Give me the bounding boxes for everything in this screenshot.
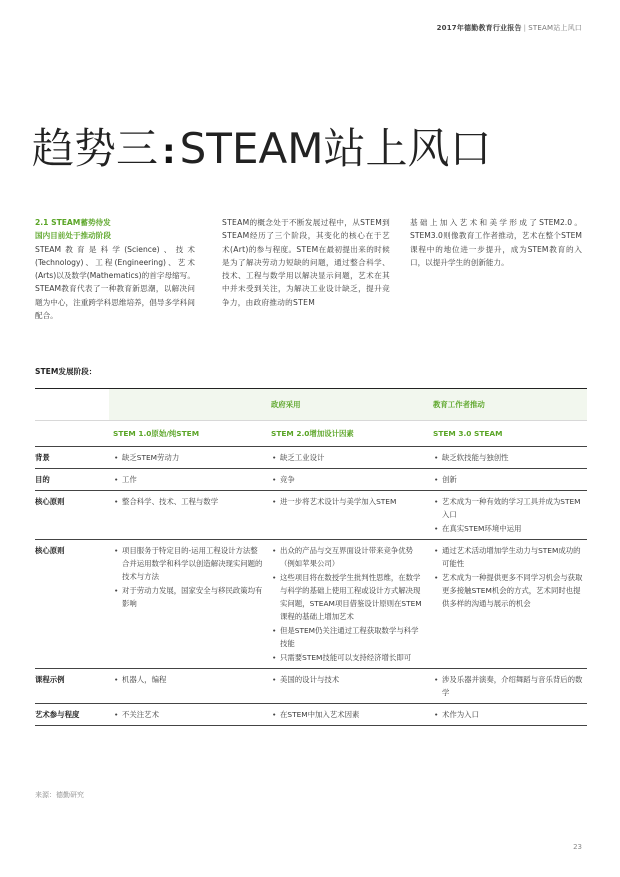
table-cell bbox=[109, 491, 267, 540]
intro-column-1 bbox=[35, 216, 195, 322]
intro-column-3 bbox=[410, 216, 582, 269]
table-cell bbox=[267, 540, 429, 669]
bullet-item: • 出众的产品与交互界面设计带来竞争优势（例如苹果公司） bbox=[280, 544, 425, 570]
bullet-item: • 对于劳动力发展，国家安全与移民政策均有影响 bbox=[122, 584, 263, 610]
table-cell bbox=[267, 469, 429, 491]
row-label: 背景 bbox=[35, 447, 109, 469]
group-header-cell bbox=[35, 389, 109, 421]
bullet-item: • 只需要STEM技能可以支持经济增长即可 bbox=[280, 651, 425, 664]
running-header bbox=[437, 23, 582, 33]
table-row bbox=[35, 540, 587, 669]
bullet-item: • 这些项目将在数授学生批判性思维，在数学与科学的基础上使用工程或设计方式解决现实问题，STEAM项目借鉴设计原则在STEM课程的基础上增加艺术 bbox=[280, 571, 425, 623]
table-row bbox=[35, 704, 587, 726]
bullet-item: • 不关注艺术 bbox=[122, 708, 263, 721]
bullet-list bbox=[433, 673, 583, 699]
table-cell bbox=[109, 540, 267, 669]
group-header-cell: 教育工作者推动 bbox=[429, 389, 587, 421]
stage-header-cell: STEM 1.0原始/纯STEM bbox=[109, 421, 267, 447]
group-header-row bbox=[35, 389, 587, 421]
table-row bbox=[35, 669, 587, 704]
bullet-list bbox=[113, 673, 263, 686]
table-cell bbox=[429, 491, 587, 540]
bullet-list bbox=[433, 708, 583, 721]
table-cell bbox=[267, 704, 429, 726]
bullet-list bbox=[433, 451, 583, 464]
intro-paragraph-3: 基础上加入艺术和美学形成了STEM2.0。STEM3.0则像教育工作者推动，艺术在整个STEM课程中的地位进一步提升，成为STEM教育的入口，以提升学生的创新能力。 bbox=[410, 218, 582, 267]
table-cell bbox=[109, 669, 267, 704]
table-cell bbox=[109, 447, 267, 469]
bullet-list bbox=[433, 473, 583, 486]
bullet-item: • 工作 bbox=[122, 473, 263, 486]
table-cell bbox=[267, 447, 429, 469]
bullet-list bbox=[271, 473, 425, 486]
row-label: 核心原则 bbox=[35, 540, 109, 669]
bullet-list bbox=[271, 495, 425, 508]
row-label: 艺术参与程度 bbox=[35, 704, 109, 726]
bullet-item: • 缺乏工业设计 bbox=[280, 451, 425, 464]
table-cell bbox=[109, 469, 267, 491]
header-separator: | bbox=[523, 24, 527, 32]
bullet-item: • 艺术成为一种提供更多不同学习机会与获取更多接触STEM机会的方式，艺术同时也提供多样的沟通与展示的机会 bbox=[442, 571, 583, 610]
bullet-item: • 通过艺术活动增加学生动力与STEM成功的可能性 bbox=[442, 544, 583, 570]
table-cell bbox=[429, 447, 587, 469]
intro-column-2 bbox=[222, 216, 390, 309]
table-row bbox=[35, 491, 587, 540]
table-row bbox=[35, 469, 587, 491]
bullet-list bbox=[271, 708, 425, 721]
bullet-item: • 机器人，编程 bbox=[122, 673, 263, 686]
table-cell bbox=[429, 540, 587, 669]
intro-paragraph-1: STEAM教育是科学(Science)、技术(Technology)、工程(Engineering)、艺术(Arts)以及数学(Mathematics)的首字母缩写。STEAM教育代表了一种教育新思潮，以解决问题为中心，注重跨学科思维培养，倡导多学科间配合。 bbox=[35, 244, 195, 321]
bullet-item: • 美国的设计与技术 bbox=[280, 673, 425, 686]
bullet-list bbox=[271, 451, 425, 464]
bullet-list bbox=[113, 708, 263, 721]
bullet-list bbox=[433, 495, 583, 535]
bullet-item: • 整合科学、技术、工程与数学 bbox=[122, 495, 263, 508]
stages-title: STEM发展阶段： bbox=[35, 367, 97, 376]
bullet-item: • 但是STEM仍关注通过工程获取数学与科学技能 bbox=[280, 624, 425, 650]
table-row bbox=[35, 447, 587, 469]
bullet-list bbox=[113, 451, 263, 464]
page-title bbox=[32, 124, 492, 173]
bullet-item: • 在STEM中加入艺术因素 bbox=[280, 708, 425, 721]
row-label: 课程示例 bbox=[35, 669, 109, 704]
page-number: 23 bbox=[573, 843, 582, 851]
row-label: 目的 bbox=[35, 469, 109, 491]
stem-stages-table bbox=[35, 388, 587, 726]
bullet-item: • 在真实STEM环境中运用 bbox=[442, 522, 583, 535]
report-name: 2017年德勤教育行业报告 bbox=[436, 24, 522, 32]
bullet-item: • 进一步将艺术设计与美学加入STEM bbox=[280, 495, 425, 508]
table-cell bbox=[109, 704, 267, 726]
bullet-list bbox=[113, 544, 263, 610]
stage-header-row bbox=[35, 421, 587, 447]
bullet-list bbox=[271, 544, 425, 664]
bullet-item: • 术作为入口 bbox=[442, 708, 583, 721]
section-heading: 2.1 STEAM蓄势待发 bbox=[35, 218, 111, 227]
bullet-list bbox=[271, 673, 425, 686]
bullet-item: • 涉及乐器并演奏，介绍舞蹈与音乐背后的数学 bbox=[442, 673, 583, 699]
bullet-item: • 项目服务于特定目的-运用工程设计方法整合并运用数学和科学以创造解决现实问题的技术与方法 bbox=[122, 544, 263, 583]
bullet-item: • 缺乏软技能与独创性 bbox=[442, 451, 583, 464]
stage-header-cell: STEM 3.0 STEAM bbox=[429, 421, 587, 447]
stage-header-cell: STEM 2.0增加设计因素 bbox=[267, 421, 429, 447]
source-note: 来源：德勤研究 bbox=[35, 791, 84, 799]
sub-heading: 国内目前处于推动阶段 bbox=[35, 231, 111, 241]
table-cell bbox=[267, 491, 429, 540]
bullet-list bbox=[113, 473, 263, 486]
group-header-cell bbox=[109, 389, 267, 421]
group-header-cell: 政府采用 bbox=[267, 389, 429, 421]
table-cell bbox=[429, 669, 587, 704]
bullet-item: • 缺乏STEM劳动力 bbox=[122, 451, 263, 464]
bullet-list bbox=[113, 495, 263, 508]
table-cell bbox=[429, 704, 587, 726]
title-main: STEAM站上风口 bbox=[179, 124, 492, 173]
stage-header-cell bbox=[35, 421, 109, 447]
bullet-item: • 艺术成为一种有效的学习工具并成为STEM入口 bbox=[442, 495, 583, 521]
title-colon: : bbox=[162, 132, 176, 172]
intro-paragraph-2: STEAM的概念处于不断发展过程中，从STEM到STEAM经历了三个阶段，其变化的核心在于艺术(Art)的参与程度。STEM在最初提出来的时候是为了解决劳动力短缺的问题，通过整合科学、技术、工程与数学用以解决显示问题，艺术在其中并未受到关注，为解决工业设计缺乏，提升竞争力，由政府推动的STEM bbox=[222, 218, 390, 307]
bullet-item: • 创新 bbox=[442, 473, 583, 486]
row-label: 核心原则 bbox=[35, 491, 109, 540]
table-cell bbox=[429, 469, 587, 491]
table-cell bbox=[267, 669, 429, 704]
section-name: STEAM站上风口 bbox=[528, 24, 582, 32]
bullet-item: • 竞争 bbox=[280, 473, 425, 486]
title-prefix: 趋势三 bbox=[32, 124, 159, 173]
bullet-list bbox=[433, 544, 583, 610]
